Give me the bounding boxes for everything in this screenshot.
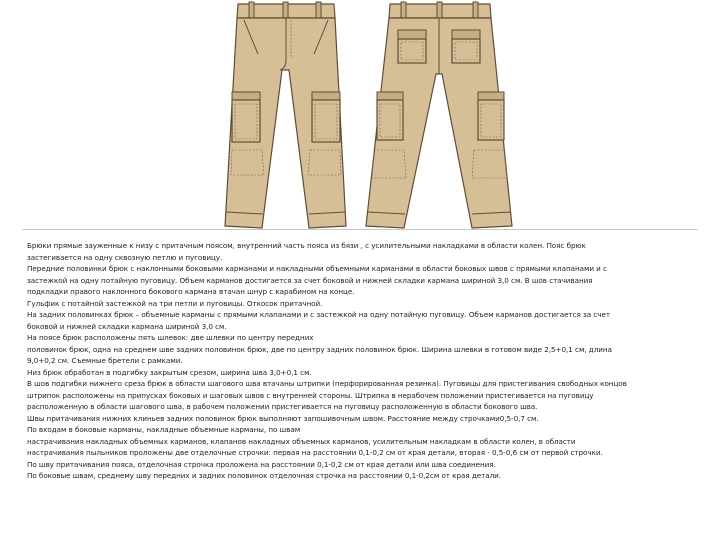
description-line: подкладки правого наклонного бокового кармана втачан шнур с карабином на конце.	[27, 287, 355, 296]
description-line: 9,0+0,2 см. Съемные бретели с рамками.	[27, 356, 183, 365]
description-line: застежкой на одну потайную пуговицу. Объем карманов достигается за счет боковой и нижней складки кармана шириной 3,0 см. В шов стачивания	[27, 275, 593, 285]
description-line: штрипок расположены на припусках боковых и шаговых швов с внутренней стороны. Штрипка в нерабочем положении пристегивается на пуговицу	[27, 390, 594, 400]
pants-front-view	[225, 2, 346, 228]
description-line: настрачивания пыльников проложены две отделочные строчки: первая на расстоянии 0,1-0,2 см от края детали, вторая - 0,5-0,6 см от первой строчки.	[27, 448, 603, 457]
product-description	[27, 240, 699, 482]
description-line: На задних половинках брюк – объемные карманы с прямыми клапанами и с застежкой на одну потайную пуговицу. Объем карманов достигается за счет	[27, 310, 611, 319]
description-line: расположенную в области шагового шва, в рабочем положении пристегивается на пуговицу расположенную в области бокового шва.	[27, 402, 538, 411]
description-line: застегивается на одну сквозную петлю и пуговицу.	[27, 252, 223, 262]
description-line: Передние половинки брюк с наклонными боковыми карманами и накладными объемными карманами в области боковых швов с прямыми клапанами и с	[27, 264, 607, 273]
description-line: Низ брюк обработан в подгибку закрытым срезом, ширина шва 3,0+0,1 см.	[27, 367, 312, 377]
description-line: Гульфик с потайной застежкой на три петли и пуговицы. Откосок притачной.	[27, 298, 323, 308]
description-line: половинок брюк, одна на среднем шве задних половинок брюк, две по центру задних половинок брюк. Ширина шлевки в готовом виде 2,5+0,1 см, длина	[27, 344, 612, 354]
divider	[22, 229, 698, 230]
description-line: По входам в боковые карманы, накладные объемные карманы, по швам	[27, 425, 301, 434]
description-line: Швы притачивания нижних клиньев задних половинок брюк выполняют запошивочным швом. Расстояние между строчками0,5-0,7 см.	[27, 413, 539, 423]
pants-illustration	[0, 0, 720, 232]
pants-back-view	[366, 2, 512, 228]
description-line: По шву притачивания пояса, отделочная строчка проложена на расстоянии 0,1-0,2 см от края детали или шва соединения.	[27, 459, 496, 469]
description-line: В шов подгибки нижнего среза брюк в области шагового шва втачаны штрипки (перфорированная резинка). Пуговицы для пристегивания свободных концов	[27, 379, 627, 388]
description-line: На поясе брюк расположены пять шлевок: две шлевки по центру передних	[27, 333, 314, 342]
description-line: настрачивания накладных объемных карманов, клапанов накладных объемных карманов, усилительным накладкам в области колен, в области	[27, 436, 576, 446]
description-line: боковой и нижней складки кармана шириной 3,0 см.	[27, 321, 227, 331]
description-line: Брюки прямые зауженные к низу с притачным поясом, внутренний часть пояса из бязи , с усилительными накладками в области колен. Пояс брюк	[27, 241, 586, 250]
description-line: По боковые швам, среднему шву передних и задних половинок отделочная строчка на расстоянии 0,1-0,2см от края детали.	[27, 471, 502, 480]
